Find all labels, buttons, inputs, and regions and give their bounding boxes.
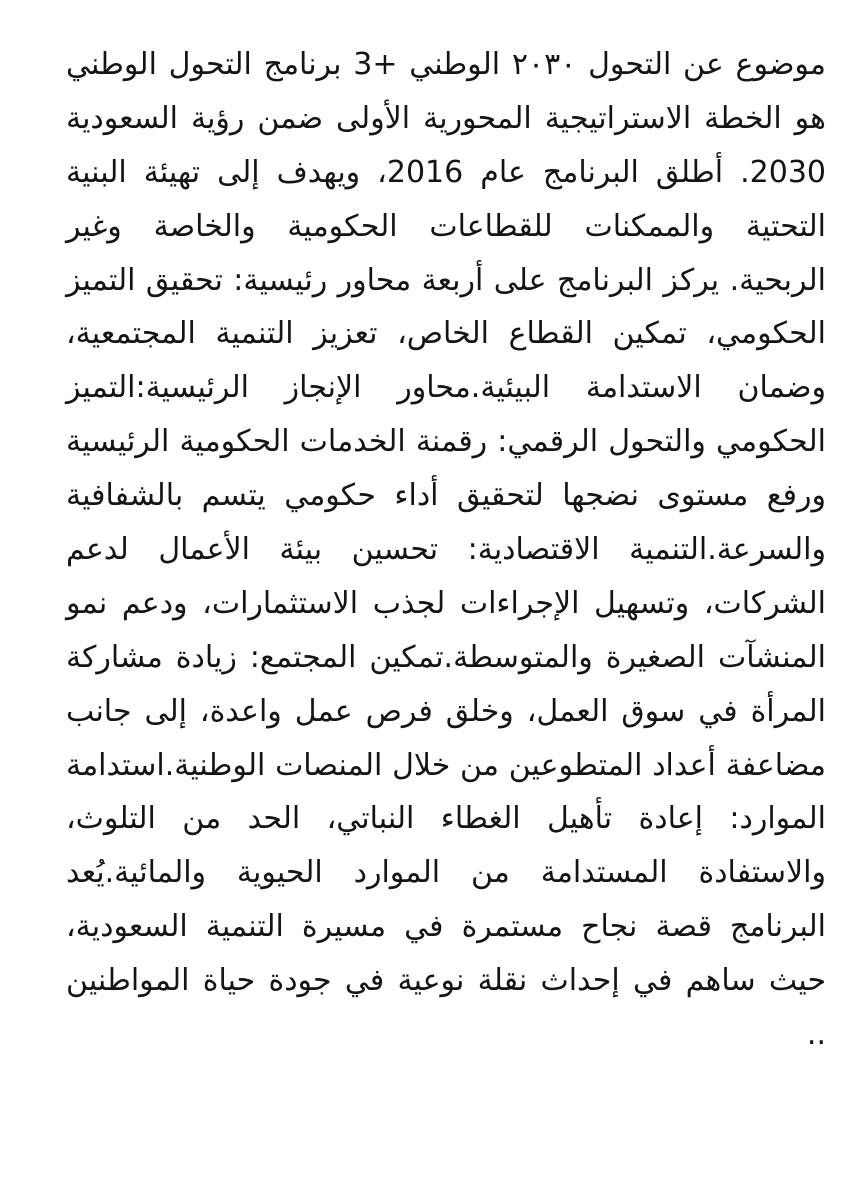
- text-line-8: الحكومي والتحول الرقمي: رقمنة الخدمات الحكومية الرئيسية: [66, 424, 826, 460]
- text-line-1: موضوع عن التحول ٢٠٣٠ الوطني +3 برنامج التحول الوطني: [66, 47, 826, 82]
- text-line-9: ورفع مستوى نضجها لتحقيق أداء حكومي يتسم بالشفافية: [66, 478, 826, 514]
- text-line-16: والاستفادة المستدامة من الموارد الحيوية والمائية.يُعد: [66, 855, 826, 891]
- text-line-17: البرنامج قصة نجاح مستمرة في مسيرة التنمية السعودية،: [66, 909, 826, 945]
- text-line-12: المنشآت الصغيرة والمتوسطة.تمكين المجتمع: زيادة مشاركة: [66, 639, 826, 675]
- text-line-14: مضاعفة أعداد المتطوعين من خلال المنصات الوطنية.استدامة: [66, 747, 826, 783]
- text-line-4: التحتية والممكنات للقطاعات الحكومية والخاصة وغير: [66, 208, 826, 244]
- text-line-7: وضمان الاستدامة البيئية.محاور الإنجاز الرئيسية:التميز: [66, 370, 826, 406]
- article-body: [66, 38, 826, 1062]
- text-line-10: والسرعة.التنمية الاقتصادية: تحسين بيئة الأعمال لدعم: [66, 532, 826, 568]
- text-line-11: الشركات، وتسهيل الإجراءات لجذب الاستثمارات، ودعم نمو: [66, 585, 826, 621]
- text-line-18: حيث ساهم في إحداث نقلة نوعية في جودة حياة المواطنين: [66, 963, 826, 999]
- text-line-6: الحكومي، تمكين القطاع الخاص، تعزيز التنمية المجتمعية،: [66, 316, 826, 352]
- text-line-19: ..: [806, 1017, 826, 1053]
- text-line-2: هو الخطة الاستراتيجية المحورية الأولى ضمن رؤية السعودية: [66, 100, 826, 136]
- text-line-5: الربحية. يركز البرنامج على أربعة محاور رئيسية: تحقيق التميز: [66, 262, 826, 298]
- text-line-13: المرأة في سوق العمل، وخلق فرص عمل واعدة، إلى جانب: [66, 693, 826, 729]
- text-line-3: 2030. أطلق البرنامج عام 2016، ويهدف إلى تهيئة البنية: [66, 154, 826, 190]
- text-line-15: الموارد: إعادة تأهيل الغطاء النباتي، الحد من التلوث،: [66, 801, 826, 837]
